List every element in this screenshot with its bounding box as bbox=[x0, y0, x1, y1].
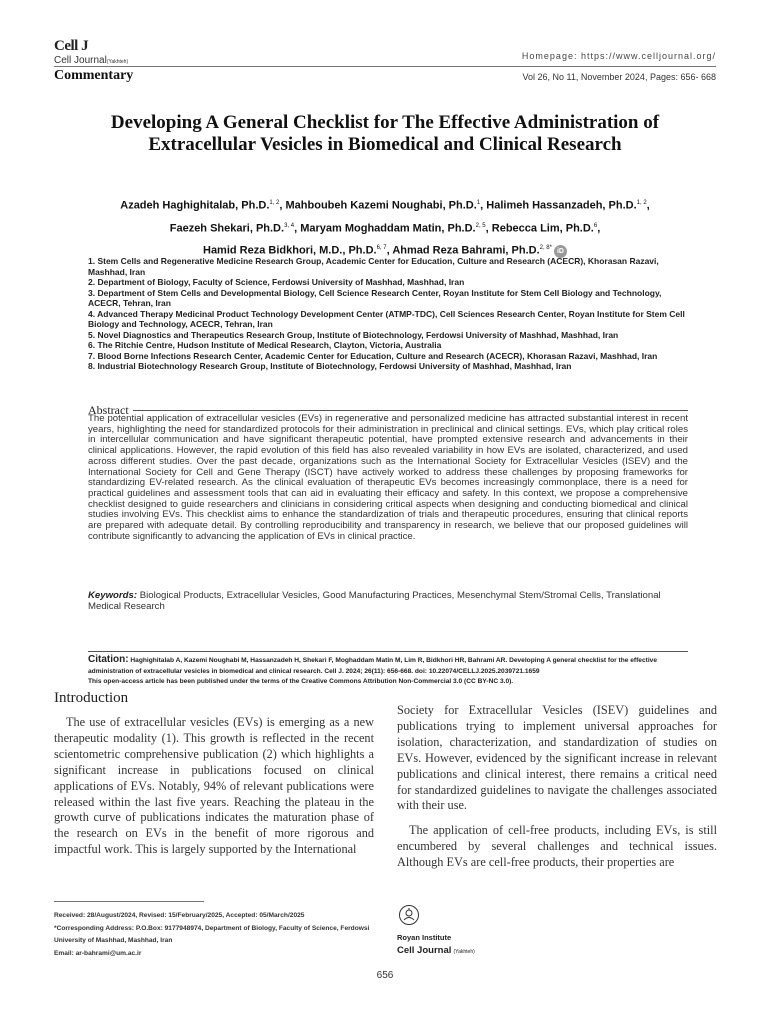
author-separator: , bbox=[480, 199, 487, 212]
author-affil-sup: 6 bbox=[593, 222, 598, 229]
author-affil-sup: 1 bbox=[476, 200, 481, 206]
header-divider bbox=[54, 66, 716, 67]
author-affil-sup: 1, 2 bbox=[636, 200, 647, 206]
abstract-heading: Abstract bbox=[88, 403, 133, 418]
article-dates: Received: 28/August/2024, Revised: 15/February/2025, Accepted: 05/March/2025 bbox=[54, 912, 305, 919]
publisher-journal-sub: (Yakhteh) bbox=[453, 949, 475, 955]
introduction-heading: Introduction bbox=[54, 690, 129, 706]
body-column-left bbox=[54, 715, 374, 858]
body-paragraph: The application of cell-free products, including EVs, is still encumbered by several challenges and technical issues. Although EVs are cell-free products, their properties are bbox=[397, 823, 717, 870]
author-separator: , bbox=[485, 222, 492, 235]
journal-logo: Cell J bbox=[54, 38, 89, 54]
affiliation-item: 2. Department of Biology, Faculty of Science, Ferdowsi University of Mashhad, Mashhad, Iran bbox=[88, 277, 465, 287]
article-type: Commentary bbox=[54, 68, 134, 83]
journal-name-sub: (Yakhteh) bbox=[106, 59, 129, 65]
orcid-icon[interactable]: iD bbox=[554, 245, 567, 258]
article-title: Developing A General Checklist for The Effective Administration of Extracellular Vesicles in Biomedical and Clinical Research bbox=[110, 112, 660, 155]
author-separator: , bbox=[386, 244, 393, 257]
abstract-text: The potential application of extracellular vesicles (EVs) in regenerative and personalized medicine has attracted substantial interest in recent years, highlighting the need for standardized protocols for their administration in preclinical and clinical settings. EVs, which play critical roles in intercellular communication and have significant therapeutic potential, have prompted extensive research and advancements in their clinical applications. However, the rapid evolution of this field has also revealed variability in how EVs are isolated, characterized, and used across different studies. Over the past decade, organizations such as the International Society for Extracellular Vesicles (ISEV) and the International Society for Cell and Gene Therapy (ISCT) have actively worked to address these challenges by proposing frameworks for standardizing EV-related research. As the clinical evaluation of therapeutic EVs becomes increasingly commonplace, there is a need for practical guidelines and assessment tools that can aid in evaluating their efficacy and safety. In this context, we propose a comprehensive checklist designed to guide researchers and clinicians in considering critical aspects when designing and conducting biomedical and clinical studies involving EVs. This checklist aims to enhance the standardization of trials and therapeutic procedures, ensuring that clinical reports are prepared with adequate detail. By controlling reproducibility and transparency in research, we believe that our proposed guidelines will contribute significantly to advancing the application of EVs in clinical practice. bbox=[88, 413, 688, 542]
affiliation-list bbox=[88, 256, 688, 372]
journal-name-text: Cell Journal bbox=[54, 55, 107, 66]
author-list bbox=[60, 193, 710, 261]
publisher-journal bbox=[397, 944, 475, 959]
license-text: This open-access article has been published under the terms of the Creative Commons Attribution Non-Commercial 3.0 (CC BY-NC 3.0). bbox=[88, 678, 514, 685]
author-line-2 bbox=[60, 216, 710, 239]
citation-text: Haghighitalab A, Kazemi Noughabi M, Hassanzadeh H, Shekari F, Moghaddam Matin M, Lim R, Bidkhori HR, Bahrami AR. Developing A general checklist for the effective administration of extracellular vesicles in biomedical and clinical research. Cell J. 2024; 26(11): 656-668. doi: 10.22074/CELLJ.2025.2039721.1659 bbox=[88, 657, 658, 675]
affiliation-item: 4. Advanced Therapy Medicinal Product Technology Development Center (ATMP-TDC), Cell Sciences Research Center, Royan Institute for Stem Cell Biology and Technology, ACECR, Tehran, Iran bbox=[88, 308, 685, 329]
author-name: Faezeh Shekari, Ph.D. bbox=[169, 222, 285, 235]
corresponding-email[interactable]: Email: ar-bahrami@um.ac.ir bbox=[54, 949, 142, 957]
journal-homepage[interactable]: Homepage: https://www.celljournal.org/ bbox=[521, 51, 716, 61]
citation-block bbox=[88, 655, 688, 688]
keywords-text: Biological Products, Extracellular Vesicles, Good Manufacturing Practices, Mesenchymal Stem/Stromal Cells, Translational Medical Research bbox=[88, 590, 661, 612]
publisher-journal-text: Cell Journal bbox=[397, 945, 452, 956]
author-separator: , bbox=[597, 222, 601, 235]
author-separator: , bbox=[646, 199, 650, 212]
footnote-divider bbox=[54, 901, 204, 902]
affiliation-item: 6. The Ritchie Centre, Hudson Institute of Medical Research, Clayton, Victoria, Australia bbox=[88, 340, 442, 350]
author-name: Maryam Moghaddam Matin, Ph.D. bbox=[300, 222, 476, 235]
affiliation-item: 7. Blood Borne Infections Research Center, Academic Center for Education, Culture and Research (ACECR), Khorasan Razavi, Mashhad, Iran bbox=[88, 350, 658, 361]
author-name: Hamid Reza Bidkhori, M.D., Ph.D. bbox=[203, 244, 377, 257]
author-separator: , bbox=[294, 222, 301, 235]
affiliation-item: 1. Stem Cells and Regenerative Medicine Research Group, Academic Center for Education, Culture and Research (ACECR), Khorasan Razavi, Mashhad, Iran bbox=[88, 256, 659, 277]
issue-info: Vol 26, No 11, November 2024, Pages: 656- 668 bbox=[522, 72, 716, 82]
journal-name bbox=[54, 55, 128, 66]
author-name: Azadeh Haghighitalab, Ph.D. bbox=[120, 199, 270, 212]
author-affil-sup: 3, 4 bbox=[284, 222, 295, 229]
corresponding-address: *Corresponding Address: P.O.Box: 9177948974, Department of Biology, Faculty of Science, Ferdowsi University of Mashhad, Mashhad, Iran bbox=[54, 924, 370, 944]
keywords-label: Keywords: bbox=[88, 590, 138, 601]
author-affil-sup: 2, 5 bbox=[475, 222, 486, 229]
author-affil-sup: 6, 7 bbox=[376, 245, 387, 252]
author-name: Ahmad Reza Bahrami, Ph.D. bbox=[392, 244, 540, 257]
author-affil-sup: 1, 2 bbox=[269, 200, 280, 206]
author-name: Rebecca Lim, Ph.D. bbox=[491, 222, 594, 235]
body-paragraph: Society for Extracellular Vesicles (ISEV) guidelines and publications trying to implement universal approaches for isolation, characterization, and standardization of studies on EVs. However, evidenced by the significant increase in relevant publications and clinical interest, there remains a critical need for standardized guidelines to navigate the challenges associated with their use. bbox=[397, 703, 717, 813]
abstract-divider bbox=[88, 410, 688, 411]
royan-emblem-icon bbox=[398, 904, 420, 926]
body-column-right bbox=[397, 703, 717, 871]
page-number: 656 bbox=[376, 970, 394, 981]
keywords bbox=[88, 590, 688, 612]
citation-label: Citation: bbox=[88, 654, 129, 665]
author-name: Halimeh Hassanzadeh, Ph.D. bbox=[486, 199, 637, 212]
publisher-institute: Royan Institute bbox=[397, 933, 452, 942]
publisher-block bbox=[397, 931, 475, 959]
body-paragraph: The use of extracellular vesicles (EVs) is emerging as a new therapeutic modality (1). This growth is reflected in the recent scientometric comprehensive publication (2) which highlights a significant increase in publications focused on clinical applications of EVs. Notably, 94% of relevant publications were released within the last five years. Reaching the plateau in the growth curve of publications indicates the maturation phase of the research on EVs in the benefit of more rigorous and impactful work. This is largely supported by the International bbox=[54, 715, 374, 857]
citation-divider bbox=[88, 651, 688, 652]
affiliation-item: 5. Novel Diagnostics and Therapeutics Research Group, Institute of Biotechnology, Ferdowsi University of Mashhad, Mashhad, Iran bbox=[88, 329, 619, 340]
affiliation-item: 8. Industrial Biotechnology Research Group, Institute of Biotechnology, Ferdowsi University of Mashhad, Mashhad, Iran bbox=[88, 361, 572, 371]
footnote-block bbox=[54, 910, 374, 960]
affiliation-item: 3. Department of Stem Cells and Developmental Biology, Cell Science Research Center, Royan Institute for Stem Cell Biology and Technology, ACECR, Tehran, Iran bbox=[88, 287, 662, 308]
author-name: Mahboubeh Kazemi Noughabi, Ph.D. bbox=[285, 199, 477, 212]
author-line-1 bbox=[60, 193, 710, 216]
author-separator: , bbox=[279, 199, 286, 212]
author-affil-sup: 2, 8* bbox=[539, 245, 552, 252]
